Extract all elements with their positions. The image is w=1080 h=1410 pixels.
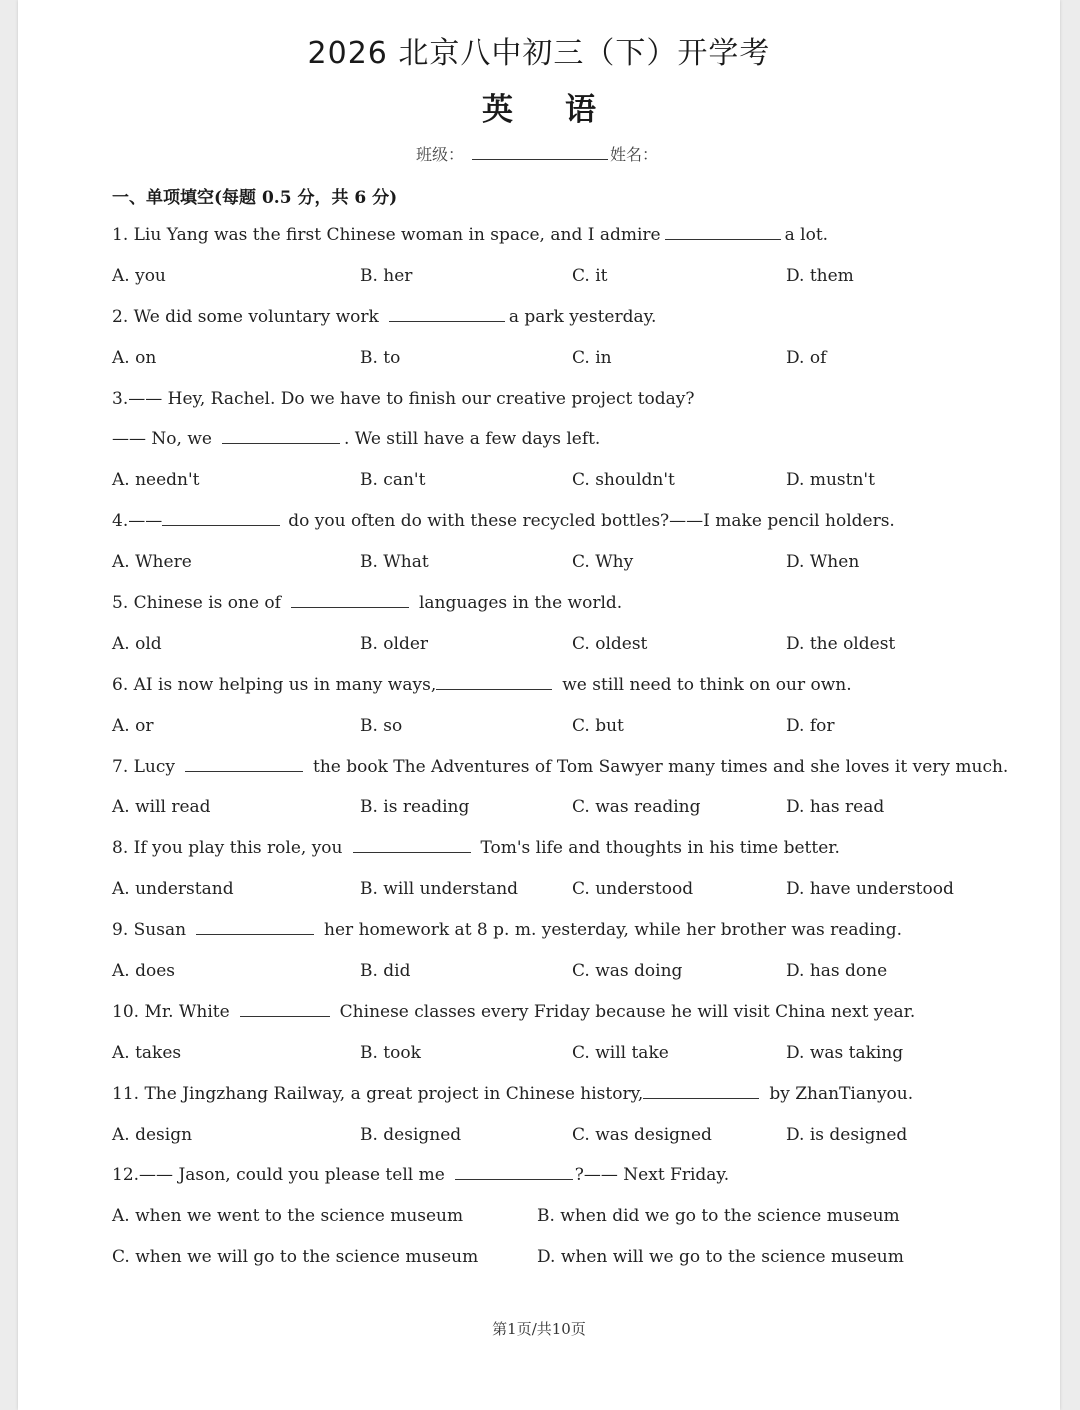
- option-d[interactable]: D. was taking: [786, 1042, 904, 1063]
- question-text: by ZhanTianyou.: [769, 1083, 914, 1104]
- answer-blank[interactable]: [389, 307, 505, 322]
- question-5: [112, 590, 1032, 631]
- options-5: [112, 631, 1032, 672]
- option-c[interactable]: C. it: [572, 265, 608, 286]
- answer-blank[interactable]: [196, 920, 314, 935]
- option-b[interactable]: B. to: [360, 347, 401, 368]
- option-b[interactable]: B. designed: [360, 1124, 462, 1145]
- option-c[interactable]: C. understood: [572, 879, 694, 900]
- option-a[interactable]: A. design: [112, 1124, 193, 1145]
- option-c[interactable]: C. when we will go to the science museum: [112, 1247, 479, 1268]
- option-d[interactable]: D. have understood: [786, 879, 954, 900]
- option-a[interactable]: A. will read: [112, 797, 211, 818]
- question-text: 6. AI is now helping us in many ways,: [112, 674, 437, 695]
- options-9: [112, 958, 1032, 999]
- question-10: [112, 999, 1032, 1040]
- options-8: [112, 876, 1032, 917]
- question-2: [112, 304, 1032, 345]
- option-b[interactable]: B. older: [360, 633, 429, 654]
- question-11: [112, 1081, 1032, 1122]
- options-11: [112, 1122, 1032, 1163]
- question-text: a park yesterday.: [508, 306, 657, 327]
- question-list: [112, 222, 1032, 1285]
- option-c[interactable]: C. was designed: [572, 1124, 712, 1145]
- name-label: 姓名：: [610, 145, 659, 164]
- question-text: her homework at 8 p. m. yesterday, while her brother was reading.: [324, 920, 903, 941]
- option-d[interactable]: D. has done: [786, 961, 888, 982]
- option-a[interactable]: A. understand: [112, 879, 234, 900]
- question-3-reply: [112, 426, 1032, 467]
- option-c[interactable]: C. Why: [572, 552, 634, 573]
- option-c[interactable]: C. in: [572, 347, 612, 368]
- question-text: 4.——: [112, 511, 163, 532]
- question-3: [112, 386, 1032, 427]
- option-a[interactable]: A. old: [112, 633, 162, 654]
- exam-title: 2026 北京八中初三（下）开学考: [307, 36, 771, 71]
- section-heading: 一、单项填空(每题 0.5 分，共 6 分): [112, 188, 398, 208]
- question-text: 7. Lucy: [112, 756, 175, 777]
- question-7: [112, 754, 1032, 795]
- option-d[interactable]: D. when will we go to the science museum: [537, 1247, 904, 1268]
- option-a[interactable]: A. or: [112, 715, 154, 736]
- option-b[interactable]: B. her: [360, 265, 413, 286]
- question-text: . We still have a few days left.: [343, 429, 601, 450]
- question-text: 9. Susan: [112, 920, 187, 941]
- option-b[interactable]: B. when did we go to the science museum: [537, 1206, 900, 1227]
- option-d[interactable]: D. of: [786, 347, 827, 368]
- question-text: 1. Liu Yang was the first Chinese woman in space, and I admire: [112, 225, 661, 245]
- class-label: 班级：: [416, 145, 465, 164]
- option-b[interactable]: B. can't: [360, 470, 426, 491]
- options-12-row2: [112, 1244, 1032, 1285]
- class-blank[interactable]: [472, 145, 608, 160]
- question-text: do you often do with these recycled bottles?——I make pencil holders.: [288, 511, 895, 532]
- question-1: [112, 222, 1032, 263]
- student-info: [416, 142, 658, 165]
- question-text: 8. If you play this role, you: [112, 838, 343, 859]
- option-a[interactable]: A. you: [112, 265, 166, 286]
- option-b[interactable]: B. did: [360, 961, 411, 982]
- question-text: a lot.: [784, 225, 829, 245]
- option-d[interactable]: D. for: [786, 715, 835, 736]
- option-d[interactable]: D. the oldest: [786, 633, 896, 654]
- option-b[interactable]: B. will understand: [360, 879, 519, 900]
- question-text: 2. We did some voluntary work: [112, 306, 379, 327]
- question-text: the book The Adventures of Tom Sawyer many times and she loves it very much.: [313, 756, 1009, 777]
- question-12: [112, 1162, 1032, 1203]
- answer-blank[interactable]: [291, 593, 409, 608]
- question-text: 5. Chinese is one of: [112, 593, 281, 614]
- option-c[interactable]: C. but: [572, 715, 624, 736]
- question-text: ?—— Next Friday.: [574, 1165, 730, 1186]
- question-text: —— No, we: [112, 429, 212, 450]
- options-10: [112, 1040, 1032, 1081]
- option-a[interactable]: A. needn't: [112, 470, 200, 491]
- option-c[interactable]: C. oldest: [572, 633, 648, 654]
- option-a[interactable]: A. on: [112, 347, 157, 368]
- options-2: [112, 345, 1032, 386]
- option-c[interactable]: C. was reading: [572, 797, 701, 818]
- question-4: [112, 508, 1032, 549]
- exam-page: [18, 0, 1060, 1410]
- option-a[interactable]: A. takes: [112, 1042, 182, 1063]
- option-a[interactable]: A. does: [112, 961, 175, 982]
- option-b[interactable]: B. so: [360, 715, 403, 736]
- options-3: [112, 467, 1032, 508]
- question-text: Chinese classes every Friday because he will visit China next year.: [339, 1001, 916, 1022]
- subject-title: 英语: [482, 92, 648, 128]
- answer-blank[interactable]: [643, 1084, 759, 1099]
- options-1: [112, 263, 1032, 304]
- option-d[interactable]: D. them: [786, 265, 854, 286]
- question-text: languages in the world.: [418, 593, 623, 614]
- option-a[interactable]: A. Where: [112, 552, 192, 573]
- answer-blank[interactable]: [240, 1002, 330, 1017]
- option-a[interactable]: A. when we went to the science museum: [112, 1206, 464, 1227]
- option-c[interactable]: C. will take: [572, 1042, 669, 1063]
- options-12-row1: [112, 1203, 1032, 1244]
- option-d[interactable]: D. mustn't: [786, 470, 875, 491]
- option-d[interactable]: D. When: [786, 552, 860, 573]
- answer-blank[interactable]: [665, 225, 781, 240]
- answer-blank[interactable]: [162, 511, 280, 526]
- question-9: [112, 917, 1032, 958]
- page-number: 第1页/共10页: [492, 1320, 586, 1338]
- option-c[interactable]: C. was doing: [572, 961, 683, 982]
- option-d[interactable]: D. has read: [786, 797, 885, 818]
- answer-blank[interactable]: [455, 1165, 573, 1180]
- question-6: [112, 672, 1032, 713]
- answer-blank[interactable]: [185, 757, 303, 772]
- options-7: [112, 794, 1032, 835]
- question-text: 11. The Jingzhang Railway, a great project in Chinese history,: [112, 1083, 644, 1104]
- question-text: we still need to think on our own.: [562, 674, 852, 695]
- options-6: [112, 713, 1032, 754]
- question-8: [112, 835, 1032, 876]
- option-b[interactable]: B. What: [360, 552, 429, 573]
- question-text: Tom's life and thoughts in his time better.: [480, 838, 840, 859]
- option-b[interactable]: B. is reading: [360, 797, 470, 818]
- option-c[interactable]: C. shouldn't: [572, 470, 675, 491]
- answer-blank[interactable]: [222, 429, 340, 444]
- option-d[interactable]: D. is designed: [786, 1124, 908, 1145]
- question-text: 12.—— Jason, could you please tell me: [112, 1165, 445, 1186]
- options-4: [112, 549, 1032, 590]
- question-text: 3.—— Hey, Rachel. Do we have to finish our creative project today?: [112, 388, 695, 409]
- answer-blank[interactable]: [353, 838, 471, 853]
- answer-blank[interactable]: [436, 675, 552, 690]
- question-text: 10. Mr. White: [112, 1001, 230, 1022]
- option-b[interactable]: B. took: [360, 1042, 421, 1063]
